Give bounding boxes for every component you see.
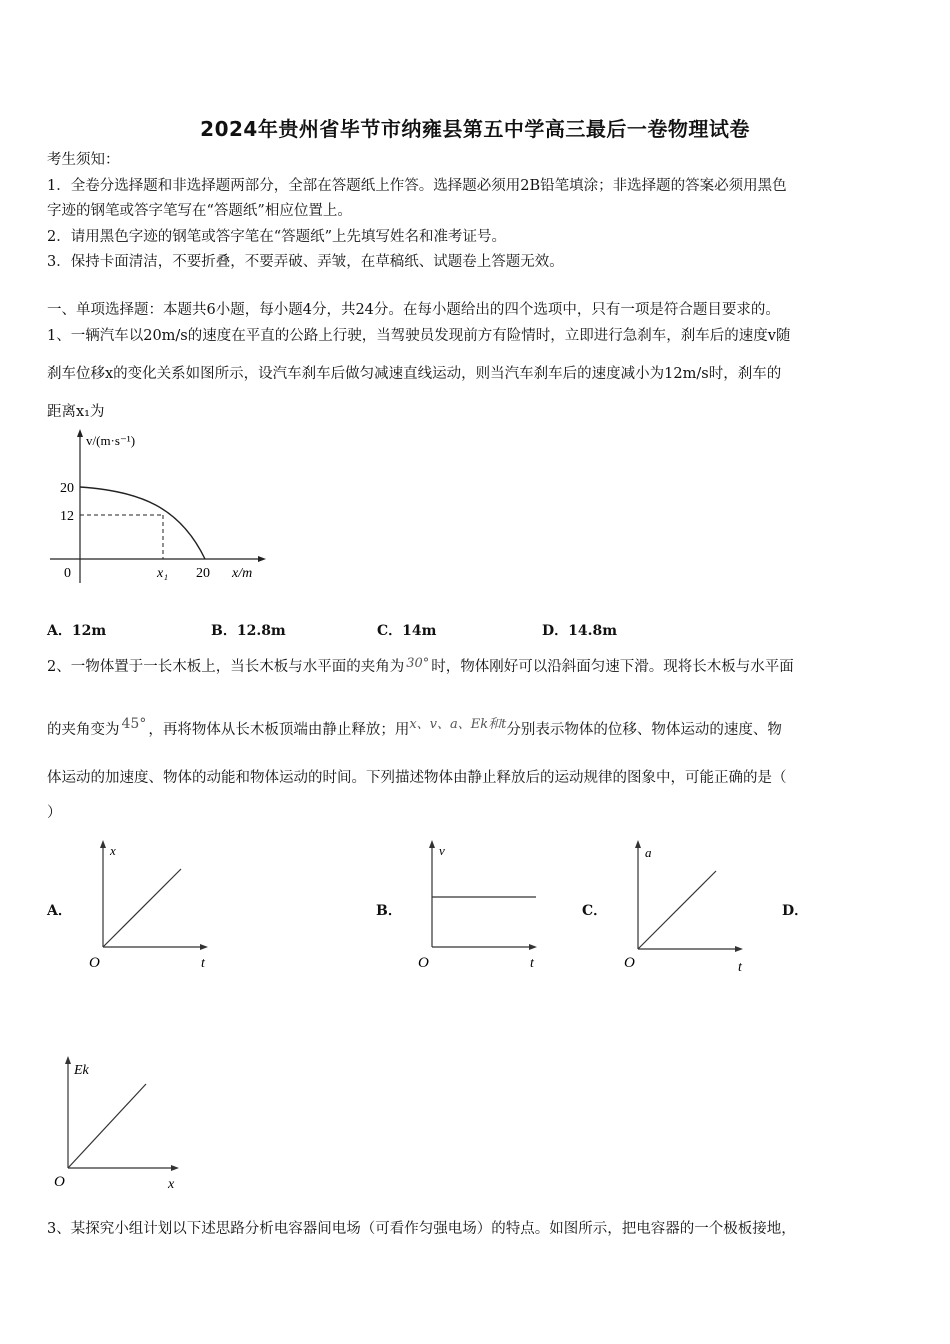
qd-origin: O: [54, 1174, 65, 1190]
q2-line-3: 体运动的加速度、物体的动能和物体运动的时间。下列描述物体由静止释放后的运动规律的图象中，可能正确的是（: [47, 770, 787, 786]
qc-line: [638, 871, 716, 949]
q1-xtick-x1: x₁: [157, 566, 169, 581]
q1-y-arrow: [77, 429, 83, 437]
qb-origin: O: [418, 955, 429, 971]
q2-graph-c: [620, 835, 760, 975]
qa-origin: O: [89, 955, 100, 971]
q1-line-3: 距离x₁为: [47, 404, 105, 420]
q1-option-c: C．14m: [377, 623, 437, 639]
qc-ylabel: a: [645, 845, 652, 860]
qa-y-arrow: [100, 840, 106, 848]
qc-origin: O: [624, 955, 635, 971]
q2-line-2: 的夹角变为 45° ，再将物体从长木板顶端由静止释放；用x、v、a、Ek和t分别表示物体的位移、物体运动的速度、物: [47, 716, 782, 738]
q2-line-4: ）: [47, 805, 62, 821]
q1-xlabel: x/m: [232, 566, 253, 581]
qd-y-arrow: [65, 1056, 71, 1064]
q2-graph-b: [414, 835, 554, 975]
notice-line-3: 2．请用黑色字迹的钢笔或答字笔在“答题纸”上先填写姓名和准考证号。: [47, 229, 507, 245]
qc-xlabel: t: [738, 960, 742, 975]
q1-line-1: 1、一辆汽车以20m/s的速度在平直的公路上行驶，当驾驶员发现前方有险情时，立即进行急刹车，刹车后的速度v随: [47, 328, 791, 344]
qc-y-arrow: [635, 840, 641, 848]
q1-ylabel: v/(m·s⁻¹): [86, 433, 136, 448]
q1-ytick-12: 12: [60, 509, 74, 524]
q2-option-a-label: A．: [47, 903, 72, 919]
q1-ytick-20: 20: [60, 481, 74, 496]
q2-option-b-label: B．: [376, 903, 402, 919]
qb-xlabel: t: [530, 956, 534, 971]
qb-x-arrow: [529, 944, 537, 950]
q1-xtick-20: 20: [196, 566, 210, 581]
q2-line-1: 2、一物体置于一长木板上，当长木板与水平面的夹角为 30° 时，物体刚好可以沿斜面匀速下滑。现将长木板与水平面: [47, 656, 794, 675]
qd-xlabel: x: [168, 1177, 175, 1192]
qd-x-arrow: [171, 1165, 179, 1171]
q2-angle-30: 30°: [406, 656, 430, 671]
q1-option-b: B．12.8m: [211, 623, 286, 639]
notice-line-2: 字迹的钢笔或答字笔写在“答题纸”相应位置上。: [47, 203, 352, 219]
section-heading: 一、单项选择题：本题共6小题，每小题4分，共24分。在每小题给出的四个选项中，只有一项是符合题目要求的。: [47, 302, 780, 318]
q2-option-d-label: D．: [782, 903, 809, 919]
page-title: 2024年贵州省毕节市纳雍县第五中学高三最后一卷物理试卷: [200, 117, 750, 141]
qa-x-arrow: [200, 944, 208, 950]
q1-option-a: A．12m: [47, 623, 107, 639]
q2-graph-a: [85, 835, 225, 975]
q1-option-d: D．14.8m: [542, 623, 618, 639]
notice-line-1: 1．全卷分选择题和非选择题两部分，全部在答题纸上作答。选择题必须用2B铅笔填涂；非选择题的答案必须用黑色: [47, 178, 787, 194]
q2-graph-d: [50, 1050, 190, 1195]
q2-option-c-label: C．: [582, 903, 608, 919]
qb-y-arrow: [429, 840, 435, 848]
q1-vx-graph: [40, 425, 280, 595]
notice-heading: 考生须知：: [47, 152, 120, 168]
q1-line-2: 刹车位移x的变化关系如图所示，设汽车刹车后做匀减速直线运动，则当汽车刹车后的速度减小为12m/s时，刹车的: [47, 366, 782, 382]
qa-line: [103, 869, 181, 947]
qd-line: [68, 1084, 146, 1168]
q1-curve: [80, 487, 205, 559]
q3-line-1: 3、某探究小组计划以下述思路分析电容器间电场（可看作匀强电场）的特点。如图所示，把电容器的一个极板接地，: [47, 1221, 796, 1237]
q2-symbols: x、v、a、Ek和t: [409, 717, 507, 732]
qd-ylabel: Ek: [74, 1063, 89, 1078]
notice-line-4: 3．保持卡面清洁，不要折叠，不要弄破、弄皱，在草稿纸、试题卷上答题无效。: [47, 254, 564, 270]
qa-ylabel: x: [110, 843, 116, 858]
qb-ylabel: v: [439, 843, 445, 858]
qc-x-arrow: [735, 946, 743, 952]
qa-xlabel: t: [201, 956, 205, 971]
q2-angle-45: 45°: [121, 716, 147, 732]
q1-x-arrow: [258, 556, 266, 562]
q1-origin: 0: [64, 566, 71, 581]
